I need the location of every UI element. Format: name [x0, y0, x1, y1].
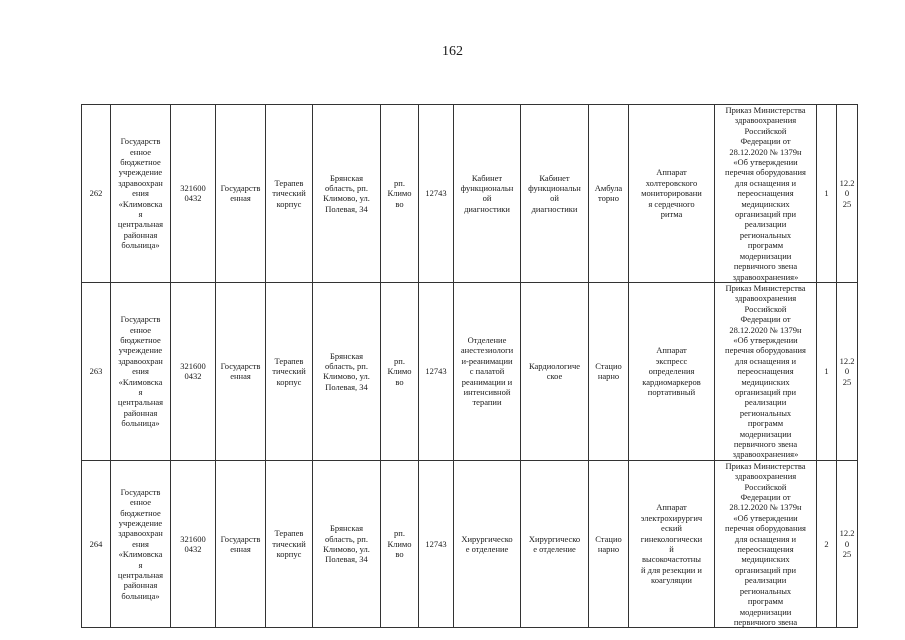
locality-cell: рп. Климо во — [381, 105, 419, 283]
quantity-cell: 2 — [817, 460, 837, 628]
organization-cell: Государств енное бюджетное учреждение здравоохран ения «Климовска я центральная районная больница» — [111, 105, 171, 283]
order-cell: Приказ Министерства здравоохранения Российской Федерации от 28.12.2020 № 1379н «Об утверждении перечня оборудования для оснащения и переоснащения медицинских организаций при реализации региональных программ модернизации первичного звена здравоохранения» — [715, 105, 817, 283]
address-cell: Брянская область, рп. Климово, ул. Полевая, 34 — [313, 105, 381, 283]
building-cell: Терапев тический корпус — [266, 105, 313, 283]
order-cell: Приказ Министерства здравоохранения Российской Федерации от 28.12.2020 № 1379н «Об утверждении перечня оборудования для оснащения и переоснащения медицинских организаций при реализации региональных программ модернизации первичного звена — [715, 460, 817, 628]
condition-cell: Амбула торно — [589, 105, 629, 283]
code-cell: 12743 — [419, 282, 454, 460]
page-number: 162 — [442, 44, 463, 59]
address-cell: Брянская область, рп. Климово, ул. Полевая, 34 — [313, 460, 381, 628]
ownership-cell: Государств енная — [216, 105, 266, 283]
quantity-cell: 1 — [817, 282, 837, 460]
date-cell: 12.20 25 — [837, 460, 858, 628]
quantity-cell: 1 — [817, 105, 837, 283]
equipment-table — [81, 104, 858, 628]
table-row — [82, 282, 858, 460]
profile-cell: Кардиологиче ское — [521, 282, 589, 460]
table-row — [82, 105, 858, 283]
unit-cell: Отделение анестезиологи и-реанимации с палатой реанимации и интенсивной терапии — [454, 282, 521, 460]
unit-cell: Хирургическо е отделение — [454, 460, 521, 628]
address-cell: Брянская область, рп. Климово, ул. Полевая, 34 — [313, 282, 381, 460]
row-number: 264 — [82, 460, 111, 628]
row-number: 262 — [82, 105, 111, 283]
code-cell: 12743 — [419, 105, 454, 283]
building-cell: Терапев тический корпус — [266, 282, 313, 460]
row-number: 263 — [82, 282, 111, 460]
equipment-cell: Аппарат экспресс определения кардиомаркеров портативный — [629, 282, 715, 460]
code-cell: 12743 — [419, 460, 454, 628]
equipment-cell: Аппарат электрохирургич еский гинекологически й высокочастотны й для резекции и коагуляции — [629, 460, 715, 628]
unit-cell: Кабинет функциональн ой диагностики — [454, 105, 521, 283]
ownership-cell: Государств енная — [216, 460, 266, 628]
ogrn-cell: 321600 0432 — [171, 105, 216, 283]
ogrn-cell: 321600 0432 — [171, 282, 216, 460]
profile-cell: Хирургическо е отделение — [521, 460, 589, 628]
condition-cell: Стацио нарно — [589, 282, 629, 460]
equipment-cell: Аппарат холтеровского мониторировани я сердечного ритма — [629, 105, 715, 283]
date-cell: 12.20 25 — [837, 105, 858, 283]
table-row — [82, 460, 858, 628]
ogrn-cell: 321600 0432 — [171, 460, 216, 628]
organization-cell: Государств енное бюджетное учреждение здравоохран ения «Климовска я центральная районная больница» — [111, 460, 171, 628]
ownership-cell: Государств енная — [216, 282, 266, 460]
profile-cell: Кабинет функциональн ой диагностики — [521, 105, 589, 283]
building-cell: Терапев тический корпус — [266, 460, 313, 628]
condition-cell: Стацио нарно — [589, 460, 629, 628]
organization-cell: Государств енное бюджетное учреждение здравоохран ения «Климовска я центральная районная больница» — [111, 282, 171, 460]
date-cell: 12.20 25 — [837, 282, 858, 460]
order-cell: Приказ Министерства здравоохранения Российской Федерации от 28.12.2020 № 1379н «Об утверждении перечня оборудования для оснащения и переоснащения медицинских организаций при реализации региональных программ модернизации первичного звена здравоохранения» — [715, 282, 817, 460]
locality-cell: рп. Климо во — [381, 460, 419, 628]
locality-cell: рп. Климо во — [381, 282, 419, 460]
